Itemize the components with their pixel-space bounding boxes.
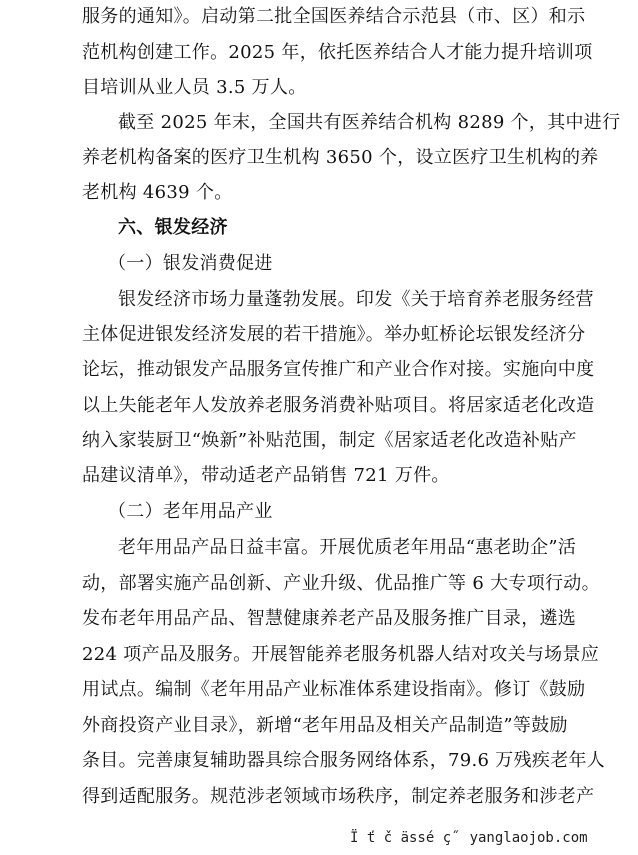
text-line: 主体促进银发经济发展的若干措施》。举办虹桥论坛银发经济分 (82, 324, 586, 345)
footer-site-url: yanglaojob.com (469, 830, 588, 846)
text-line: 品建议清单》，带动适老产品销售 721 万件。 (82, 465, 450, 486)
text-line: 论坛，推动银发产品服务宣传推广和产业合作对接。实施向中度 (82, 359, 595, 380)
text-line: 224 项产品及服务。开展智能养老服务机器人结对攻关与场景应 (82, 644, 600, 665)
text-line: 用试点。编制《老年用品产业标准体系建设指南》。修订《鼓励 (82, 679, 586, 700)
text-line: 老年用品产品日益丰富。开展优质老年用品“惠老助企”活 (118, 537, 577, 558)
text-line: 银发经济市场力量蓬勃发展。印发《关于培育养老服务经营 (118, 289, 594, 310)
text-line: 条目。完善康复辅助器具综合服务网络体系，79.6 万残疾老年人 (82, 750, 606, 771)
text-line: 发布老年用品产品、智慧健康养老产品及服务推广目录，遴选 (82, 608, 577, 629)
subsection-heading: （二）老年用品产业 (108, 501, 273, 522)
subsection-heading: （一）银发消费促进 (108, 253, 273, 274)
text-line: 范机构创建工作。2025 年，依托医养结合人才能力提升培训项 (82, 42, 593, 63)
text-line: 外商投资产业目录》，新增“老年用品及相关产品制造”等鼓励 (82, 715, 568, 736)
footer-garbled-text: Ï ť č ässé ç˝ (350, 830, 460, 846)
text-line: 目培训从业人员 3.5 万人。 (82, 77, 307, 98)
text-line: 得到适配服务。规范涉老领域市场秩序，制定养老服务和涉老产 (82, 786, 595, 807)
text-line: 动，部署实施产品创新、产业升级、优品推广等 6 大专项行动。 (82, 573, 600, 594)
section-heading: 六、银发经济 (118, 217, 228, 238)
text-line: 老机构 4639 个。 (82, 182, 233, 203)
text-line: 以上失能老年人发放养老服务消费补贴项目。将居家适老化改造 (82, 395, 595, 416)
watermark-footer (350, 826, 630, 850)
text-line: 纳入家装厨卫“焕新”补贴范围，制定《居家适老化改造补贴产 (82, 430, 577, 451)
text-line: 服务的通知》。启动第二批全国医养结合示范县（市、区）和示 (82, 6, 586, 27)
text-line: 养老机构备案的医疗卫生机构 3650 个，设立医疗卫生机构的养 (82, 147, 599, 168)
text-line: 截至 2025 年末，全国共有医养结合机构 8289 个，其中进行 (118, 112, 621, 133)
